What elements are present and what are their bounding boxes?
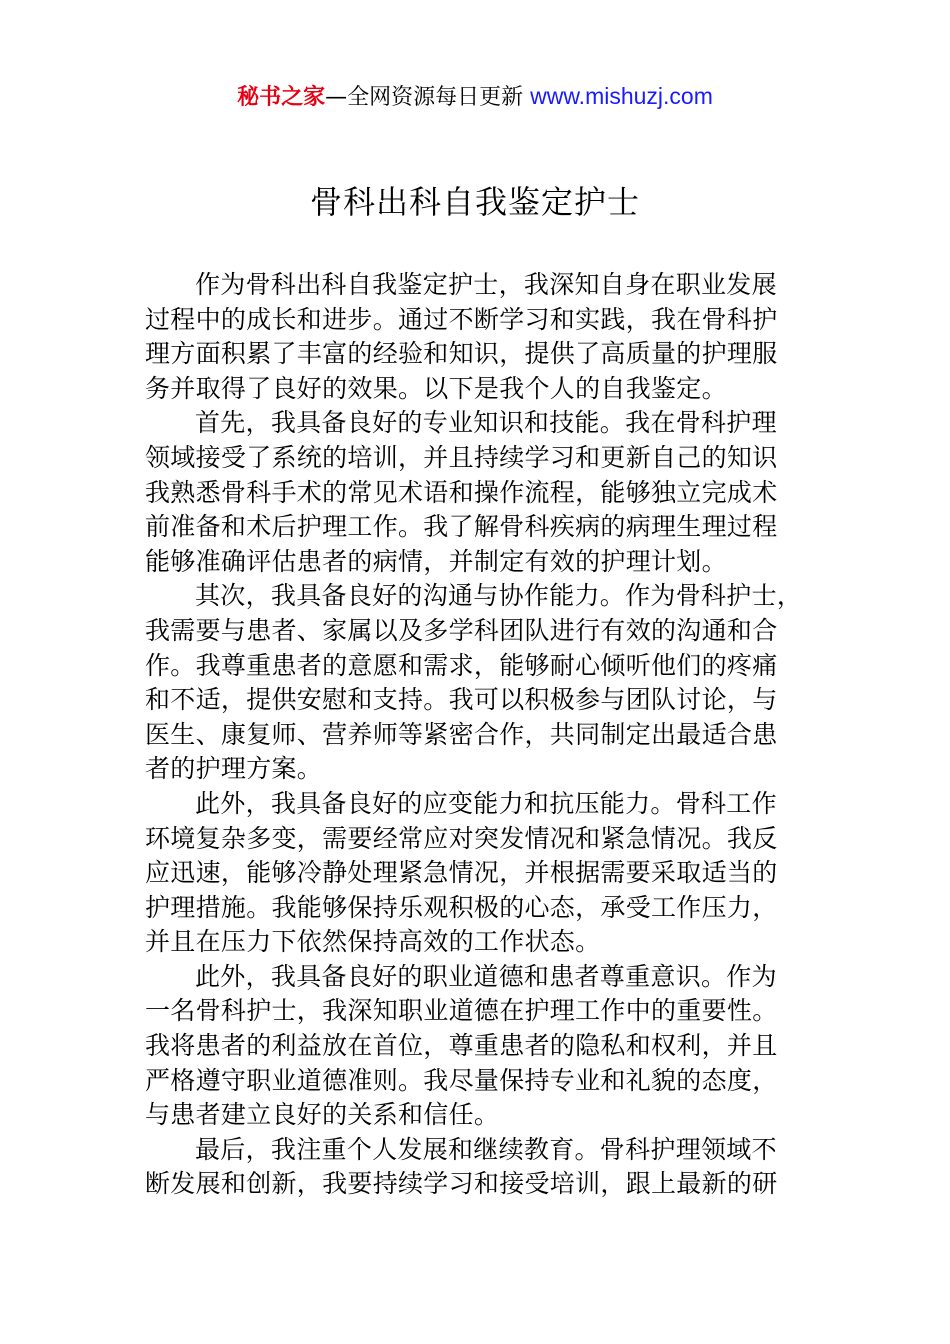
body-line: 一名骨科护士，我深知职业道德在护理工作中的重要性。 [145, 996, 778, 1026]
body-line: 护理措施。我能够保持乐观积极的心态，承受工作压力， [145, 892, 778, 922]
body-line: 能够准确评估患者的病情，并制定有效的护理计划。 [145, 546, 727, 576]
body-line: 医生、康复师、营养师等紧密合作，共同制定出最适合患 [145, 719, 778, 749]
body-line: 与患者建立良好的关系和信任。 [145, 1100, 500, 1130]
body-line: 理方面积累了丰富的经验和知识，提供了高质量的护理服 [145, 339, 778, 369]
document-title: 骨科出科自我鉴定护士 [309, 183, 640, 221]
body-line: 前准备和术后护理工作。我了解骨科疾病的病理生理过程 [145, 512, 778, 542]
body-line: 最后，我注重个人发展和继续教育。骨科护理领域不 [195, 1134, 777, 1164]
body-line: 其次，我具备良好的沟通与协作能力。作为骨科护士， [195, 581, 803, 611]
document-body [145, 268, 815, 1202]
header-tagline: 全网资源每日更新 [347, 85, 531, 110]
body-line: 我将患者的利益放在首位，尊重患者的隐私和权利，并且 [145, 1031, 778, 1061]
body-line: 我需要与患者、家属以及多学科团队进行有效的沟通和合 [145, 615, 778, 645]
body-line: 作为骨科出科自我鉴定护士，我深知自身在职业发展 [195, 270, 777, 299]
body-line: 断发展和创新，我要持续学习和接受培训，跟上最新的研 [145, 1169, 778, 1199]
body-line: 此外，我具备良好的职业道德和患者尊重意识。作为 [195, 961, 777, 991]
body-line: 者的护理方案。 [145, 754, 323, 784]
body-line: 过程中的成长和进步。通过不断学习和实践，我在骨科护 [145, 304, 778, 334]
brand-name: 秘书之家 [237, 85, 326, 110]
header-dash: — [325, 85, 348, 110]
body-line: 环境复杂多变，需要经常应对突发情况和紧急情况。我反 [145, 823, 778, 853]
body-line: 此外，我具备良好的应变能力和抗压能力。骨科工作 [195, 788, 777, 818]
body-line: 应迅速，能够冷静处理紧急情况，并根据需要采取适当的 [145, 858, 778, 888]
body-line: 务并取得了良好的效果。以下是我个人的自我鉴定。 [145, 373, 727, 403]
body-line: 领域接受了系统的培训，并且持续学习和更新自己的知识 [145, 442, 778, 472]
site-header [0, 80, 950, 114]
body-line: 作。我尊重患者的意愿和需求，能够耐心倾听他们的疼痛 [145, 650, 778, 680]
body-line: 我熟悉骨科手术的常见术语和操作流程，能够独立完成术 [145, 477, 778, 507]
site-url-link[interactable]: www.mishuzj.com [530, 83, 713, 109]
body-line: 并且在压力下依然保持高效的工作状态。 [145, 927, 601, 957]
body-line: 严格遵守职业道德准则。我尽量保持专业和礼貌的态度， [145, 1065, 778, 1095]
body-line: 首先，我具备良好的专业知识和技能。我在骨科护理 [195, 408, 777, 438]
body-line: 和不适，提供安慰和支持。我可以积极参与团队讨论，与 [145, 685, 778, 715]
